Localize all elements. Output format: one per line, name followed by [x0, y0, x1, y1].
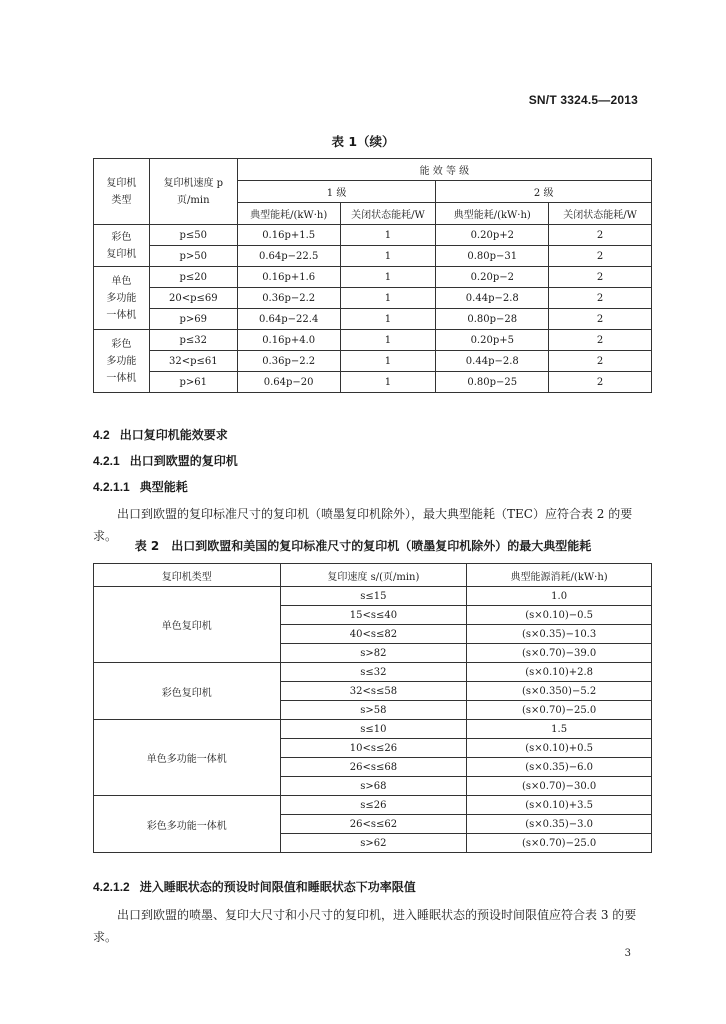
t1-cell-speed: p>61 [149, 372, 237, 393]
t2-cell-tec: (s×0.70)−30.0 [467, 777, 652, 796]
section-number: 4.2.1.2 [93, 880, 130, 894]
t2-cell-speed: s>82 [280, 644, 467, 663]
section-4-2-1-1 [93, 478, 188, 495]
t2-cell-tec: (s×0.70)−39.0 [467, 644, 652, 663]
t2-cell-tec: (s×0.35)−6.0 [467, 758, 652, 777]
section-title: 出口到欧盟的复印机 [129, 454, 238, 468]
t2-cell-speed: 32<s≤58 [280, 682, 467, 701]
t1-cell-speed: p≤32 [149, 330, 237, 351]
t1-cell-off2: 2 [549, 351, 652, 372]
t1-cell-tec2: 0.20p−2 [436, 267, 549, 288]
t1-cell-tec2: 0.20p+2 [436, 225, 549, 246]
t2-row [94, 587, 652, 606]
t1-row [94, 267, 652, 288]
paragraph-4-2-1-1: 出口到欧盟的复印标准尺寸的复印机（喷墨复印机除外），最大典型能耗（TEC）应符合表 2 的要求。 [93, 507, 633, 543]
t1-head-speed: 复印机速度 p 页/min [149, 159, 237, 225]
section-title: 典型能耗 [139, 480, 188, 494]
page-number: 3 [624, 948, 631, 959]
t1-cell-speed: p≤20 [149, 267, 237, 288]
t1-cell-tec1: 0.36p−2.2 [237, 351, 340, 372]
t1-cell-off1: 1 [340, 351, 436, 372]
t1-cell-tec2: 0.20p+5 [436, 330, 549, 351]
t1-cell-tec2: 0.80p−31 [436, 246, 549, 267]
t1-cell-off1: 1 [340, 372, 436, 393]
table1 [93, 158, 652, 393]
t1-row [94, 288, 652, 309]
t1-type-cell: 彩色 多功能 一体机 [94, 330, 150, 393]
t2-cell-tec: (s×0.10)+2.8 [467, 663, 652, 682]
t1-cell-tec1: 0.64p−22.4 [237, 309, 340, 330]
t1-cell-tec1: 0.16p+1.6 [237, 267, 340, 288]
t1-cell-off2: 2 [549, 330, 652, 351]
t2-cell-tec: (s×0.70)−25.0 [467, 834, 652, 853]
section-4-2-1-2 [93, 878, 416, 895]
t1-head-tec1: 典型能耗/(kW·h) [237, 203, 340, 225]
t1-type-cell: 彩色 复印机 [94, 225, 150, 267]
section-number: 4.2.1.1 [93, 480, 130, 494]
t1-cell-tec1: 0.16p+4.0 [237, 330, 340, 351]
t1-cell-off1: 1 [340, 225, 436, 246]
t2-cell-speed: 26<s≤68 [280, 758, 467, 777]
t1-row [94, 351, 652, 372]
t2-type-cell: 单色多功能一体机 [94, 720, 281, 796]
t2-cell-speed: 26<s≤62 [280, 815, 467, 834]
t2-cell-tec: 1.0 [467, 587, 652, 606]
t2-cell-speed: 40<s≤82 [280, 625, 467, 644]
t2-cell-tec: 1.5 [467, 720, 652, 739]
t1-type-cell: 单色 多功能 一体机 [94, 267, 150, 330]
t1-cell-off2: 2 [549, 309, 652, 330]
t2-type-cell: 彩色多功能一体机 [94, 796, 281, 853]
t1-head-level2: 2 级 [436, 181, 652, 203]
t1-cell-speed: p>50 [149, 246, 237, 267]
t2-cell-tec: (s×0.10)−0.5 [467, 606, 652, 625]
t1-cell-off1: 1 [340, 330, 436, 351]
table2 [93, 563, 652, 853]
table1-caption: 表 1（续） [331, 134, 395, 149]
t1-row [94, 246, 652, 267]
t2-cell-tec: (s×0.70)−25.0 [467, 701, 652, 720]
paragraph-4-2-1-2: 出口到欧盟的喷墨、复印大尺寸和小尺寸的复印机，进入睡眠状态的预设时间限值应符合表 3 的要求。 [93, 908, 637, 944]
t2-type-cell: 单色复印机 [94, 587, 281, 663]
t1-head-level1: 1 级 [237, 181, 436, 203]
section-number: 4.2 [93, 428, 110, 442]
t2-head-type: 复印机类型 [94, 564, 281, 587]
t2-cell-speed: s≤32 [280, 663, 467, 682]
t2-row [94, 720, 652, 739]
standard-code: SN/T 3324.5—2013 [528, 93, 638, 107]
t1-head-type: 复印机 类型 [94, 159, 150, 225]
t2-cell-tec: (s×0.35)−3.0 [467, 815, 652, 834]
t2-cell-tec: (s×0.350)−5.2 [467, 682, 652, 701]
t1-cell-tec2: 0.44p−2.8 [436, 351, 549, 372]
t1-cell-tec2: 0.80p−25 [436, 372, 549, 393]
section-title: 出口复印机能效要求 [119, 428, 228, 442]
t1-cell-off1: 1 [340, 267, 436, 288]
t2-cell-speed: 15<s≤40 [280, 606, 467, 625]
t2-cell-speed: s≤15 [280, 587, 467, 606]
t1-head-grade: 能 效 等 级 [237, 159, 651, 181]
t1-cell-off2: 2 [549, 267, 652, 288]
t1-cell-off2: 2 [549, 372, 652, 393]
t2-row [94, 796, 652, 815]
t1-row [94, 309, 652, 330]
t2-head-tec: 典型能源消耗/(kW·h) [467, 564, 652, 587]
t2-cell-tec: (s×0.10)+3.5 [467, 796, 652, 815]
t1-head-tec2: 典型能耗/(kW·h) [436, 203, 549, 225]
t2-type-cell: 彩色复印机 [94, 663, 281, 720]
t1-cell-off1: 1 [340, 246, 436, 267]
t2-cell-speed: s>68 [280, 777, 467, 796]
t2-cell-tec: (s×0.35)−10.3 [467, 625, 652, 644]
t1-cell-tec1: 0.36p−2.2 [237, 288, 340, 309]
t1-cell-tec1: 0.64p−22.5 [237, 246, 340, 267]
section-4-2-1 [93, 452, 238, 469]
t1-cell-tec2: 0.44p−2.8 [436, 288, 549, 309]
t1-cell-speed: p≤50 [149, 225, 237, 246]
table2-caption: 表 2 出口到欧盟和美国的复印标准尺寸的复印机（喷墨复印机除外）的最大典型能耗 [134, 539, 592, 553]
t1-cell-speed: 32<p≤61 [149, 351, 237, 372]
t1-cell-off2: 2 [549, 288, 652, 309]
t1-row [94, 225, 652, 246]
t1-head-off1: 关闭状态能耗/W [340, 203, 436, 225]
t1-row [94, 372, 652, 393]
t1-cell-off1: 1 [340, 309, 436, 330]
t1-cell-off2: 2 [549, 225, 652, 246]
t1-cell-tec2: 0.80p−28 [436, 309, 549, 330]
t2-cell-speed: s>58 [280, 701, 467, 720]
section-number: 4.2.1 [93, 454, 120, 468]
t1-head-off2: 关闭状态能耗/W [549, 203, 652, 225]
t1-row [94, 330, 652, 351]
t2-cell-tec: (s×0.10)+0.5 [467, 739, 652, 758]
t2-cell-speed: 10<s≤26 [280, 739, 467, 758]
t2-cell-speed: s>62 [280, 834, 467, 853]
t1-cell-off2: 2 [549, 246, 652, 267]
t2-row [94, 663, 652, 682]
t1-cell-speed: p>69 [149, 309, 237, 330]
t1-cell-speed: 20<p≤69 [149, 288, 237, 309]
t1-cell-tec1: 0.16p+1.5 [237, 225, 340, 246]
t1-cell-off1: 1 [340, 288, 436, 309]
section-4-2 [93, 426, 228, 443]
t1-cell-tec1: 0.64p−20 [237, 372, 340, 393]
t2-head-speed: 复印速度 s/(页/min) [280, 564, 467, 587]
t2-cell-speed: s≤10 [280, 720, 467, 739]
t2-cell-speed: s≤26 [280, 796, 467, 815]
section-title: 进入睡眠状态的预设时间限值和睡眠状态下功率限值 [139, 880, 416, 894]
